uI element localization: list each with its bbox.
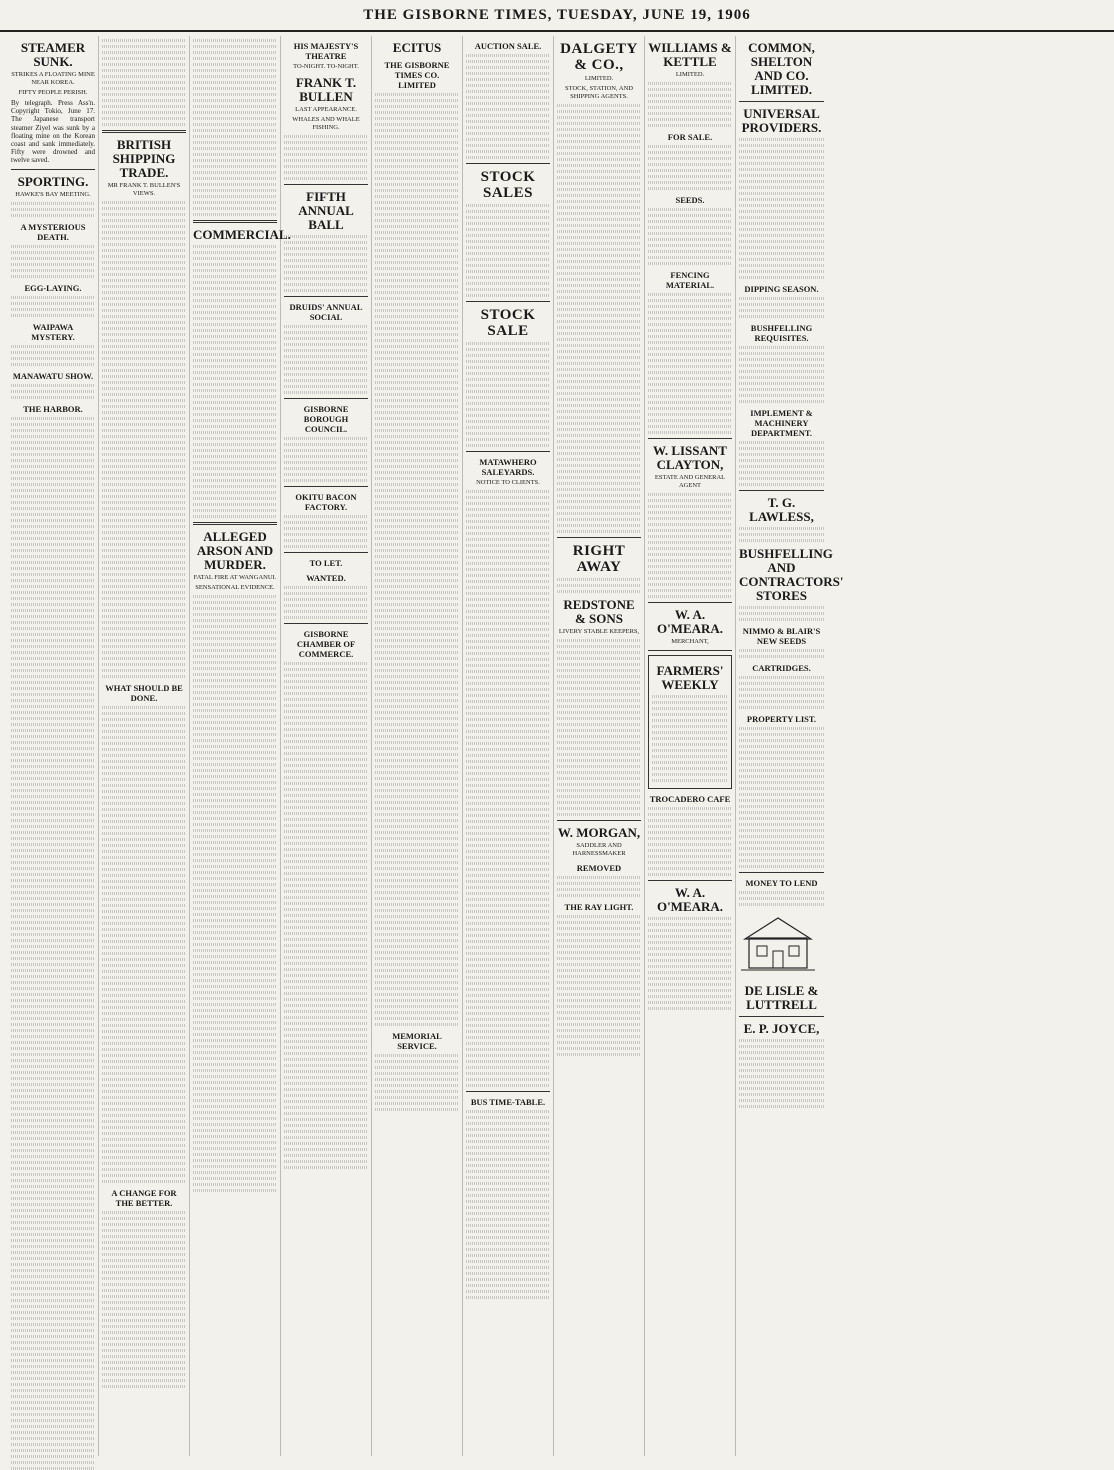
masthead: THE GISBORNE TIMES, TUESDAY, JUNE 19, 1906 (0, 0, 1114, 32)
ad-borough-council: GISBORNE BOROUGH COUNCIL. (303, 404, 349, 434)
ad-dipping-season: DIPPING SEASON. (744, 284, 819, 294)
ad-wanted: WANTED. (306, 573, 346, 583)
ad-for-sale: FOR SALE. (667, 132, 713, 142)
column-3 (190, 36, 291, 1456)
column-9 (736, 36, 844, 1456)
ad-trocadero: TROCADERO CAFE (649, 794, 731, 804)
ad-whales: WHALES AND WHALE FISHING. (292, 116, 360, 131)
ad-matawhero-saleyards: MATAWHERO SALEYARDS. (479, 457, 537, 477)
ad-dalgety-agents: STOCK, STATION, AND SHIPPING AGENTS. (565, 85, 633, 100)
headline-what-should-be-done: WHAT SHOULD BE DONE. (105, 683, 183, 703)
headline-egg-laying: EGG-LAYING. (24, 282, 82, 293)
house-engraving-icon (739, 913, 817, 973)
subhead-fifty: FIFTY PEOPLE PERISH. (18, 89, 88, 96)
column-5 (372, 36, 463, 1456)
ad-nimmo-blair: NIMMO & BLAIR'S NEW SEEDS (742, 626, 821, 646)
headline-ecitus: ECITUS (392, 40, 442, 55)
ad-common-shelton: COMMON, SHELTON AND CO. LIMITED. (748, 40, 815, 97)
ad-frank-bullen: FRANK T. BULLEN (295, 75, 357, 104)
headline-waipawa: WAIPAWA MYSTERY. (31, 321, 75, 342)
subhead-mine: STRIKES A FLOATING MINE NEAR KOREA. (11, 71, 95, 86)
ad-notice-clients: NOTICE TO CLIENTS. (476, 479, 540, 486)
subhead-hawkes-bay: HAWKE'S BAY MEETING. (15, 190, 91, 198)
ad-omeara-2: W. A. O'MEARA. (656, 885, 724, 914)
ad-property-list: PROPERTY LIST. (746, 714, 817, 724)
column-8 (645, 36, 736, 1456)
headline-memorial-service: MEMORIAL SERVICE. (392, 1031, 442, 1051)
subhead-bullen-views: MR FRANK T. BULLEN'S VIEWS. (107, 182, 181, 197)
ad-dalgety-limited: LIMITED. (584, 75, 614, 82)
headline-steamer-sunk: STEAMER SUNK. (20, 40, 86, 69)
headline-mysterious-death: A MYSTERIOUS DEATH. (20, 221, 86, 242)
ad-bushfelling-stores: BUSHFELLING AND CONTRACTORS' STORES (739, 546, 844, 603)
ad-theatre: HIS MAJESTY'S THEATRE (293, 41, 359, 61)
ad-right-away: RIGHT AWAY (572, 543, 626, 575)
article-steamer: By telegraph. Press Ass'n. Copyright Tokio, June 17. The Japanese transport steamer Ziyel was sunk by a floating mine on the Korean coast and sank immediately. Fifty were drowned and twelve saved. (11, 99, 95, 165)
ad-estate-agent: ESTATE AND GENERAL AGENT (654, 474, 726, 489)
ad-universal-providers: UNIVERSAL PROVIDERS. (741, 106, 822, 135)
ad-stock-sale: STOCK SALE (480, 307, 536, 339)
ad-farmers-weekly: FARMERS' WEEKLY (656, 663, 724, 692)
headline-harbor: THE HARBOR. (23, 403, 83, 414)
column-7 (554, 36, 645, 1456)
ad-last-appearance: LAST APPEARANCE. (295, 106, 357, 113)
ad-to-let: TO LET. (309, 558, 343, 568)
headline-british-shipping: BRITISH SHIPPING TRADE. (112, 137, 176, 180)
ad-dalgety: DALGETY & CO., (560, 41, 638, 73)
column-2 (99, 36, 190, 1456)
headline-change-for-better: A CHANGE FOR THE BETTER. (111, 1188, 177, 1208)
ad-lissant-clayton: W. LISSANT CLAYTON, (653, 443, 727, 472)
divider (11, 169, 95, 170)
ad-fifth-annual-ball: FIFTH ANNUAL BALL (298, 189, 354, 232)
ad-implement-dept: IMPLEMENT & MACHINERY DEPARTMENT. (750, 408, 813, 438)
ad-money-to-lend: MONEY TO LEND (745, 878, 818, 888)
ad-redstone-sons: REDSTONE & SONS (563, 597, 635, 626)
subhead-sensational: SENSATIONAL EVIDENCE. (195, 584, 275, 591)
ad-okitu-bacon: OKITU BACON FACTORY. (295, 492, 357, 512)
ad-wk-limited: LIMITED. (675, 71, 705, 78)
ad-theatre-tonight: TO-NIGHT. TO-NIGHT. (293, 63, 359, 70)
ad-removed: REMOVED (576, 863, 622, 873)
ad-w-morgan: W. MORGAN, (557, 825, 641, 840)
ad-auction-sale: AUCTION SALE. (474, 41, 542, 51)
ad-chamber-commerce: GISBORNE CHAMBER OF COMMERCE. (296, 629, 356, 659)
ad-cartridges: CARTRIDGES. (752, 663, 811, 673)
ad-livery-stable: LIVERY STABLE KEEPERS, (558, 628, 640, 635)
headline-times-co: THE GISBORNE TIMES CO. LIMITED (384, 60, 450, 90)
farmers-weekly-box (648, 655, 732, 789)
ad-lawless: T. G. LAWLESS, (749, 495, 814, 524)
column-4 (281, 36, 372, 1456)
ad-druids-social: DRUIDS' ANNUAL SOCIAL (289, 302, 363, 322)
column-6 (463, 36, 554, 1456)
ad-merchant: MERCHANT, (671, 638, 709, 645)
ad-ray-light: THE RAY LIGHT. (564, 902, 634, 912)
ad-ep-joyce: E. P. JOYCE, (743, 1021, 820, 1037)
ad-bushfelling-req: BUSHFELLING REQUISITES. (750, 323, 813, 343)
ad-fencing: FENCING MATERIAL. (665, 270, 715, 290)
ad-stock-sales: STOCK SALES (480, 169, 536, 201)
headline-commercial: COMMERCIAL. (193, 227, 291, 242)
ad-seeds: SEEDS. (675, 195, 705, 205)
ad-omeara-1: W. A. O'MEARA. (656, 607, 724, 636)
ad-saddler: SADDLER AND HARNESSMAKER (572, 842, 626, 857)
column-1 (8, 36, 99, 1456)
ad-bus-timetable: BUS TIME-TABLE. (470, 1097, 546, 1107)
ad-williams-kettle: WILLIAMS & KETTLE (648, 40, 732, 69)
columns (8, 36, 1108, 1456)
ad-de-lisle: DE LISLE & LUTTRELL (744, 983, 819, 1013)
headline-arson-murder: ALLEGED ARSON AND MURDER. (196, 529, 274, 572)
subhead-fatal-fire: FATAL FIRE AT WANGANUI. (193, 574, 277, 581)
headline-manawatu: MANAWATU SHOW. (12, 370, 94, 381)
headline-sporting: SPORTING. (17, 173, 89, 189)
